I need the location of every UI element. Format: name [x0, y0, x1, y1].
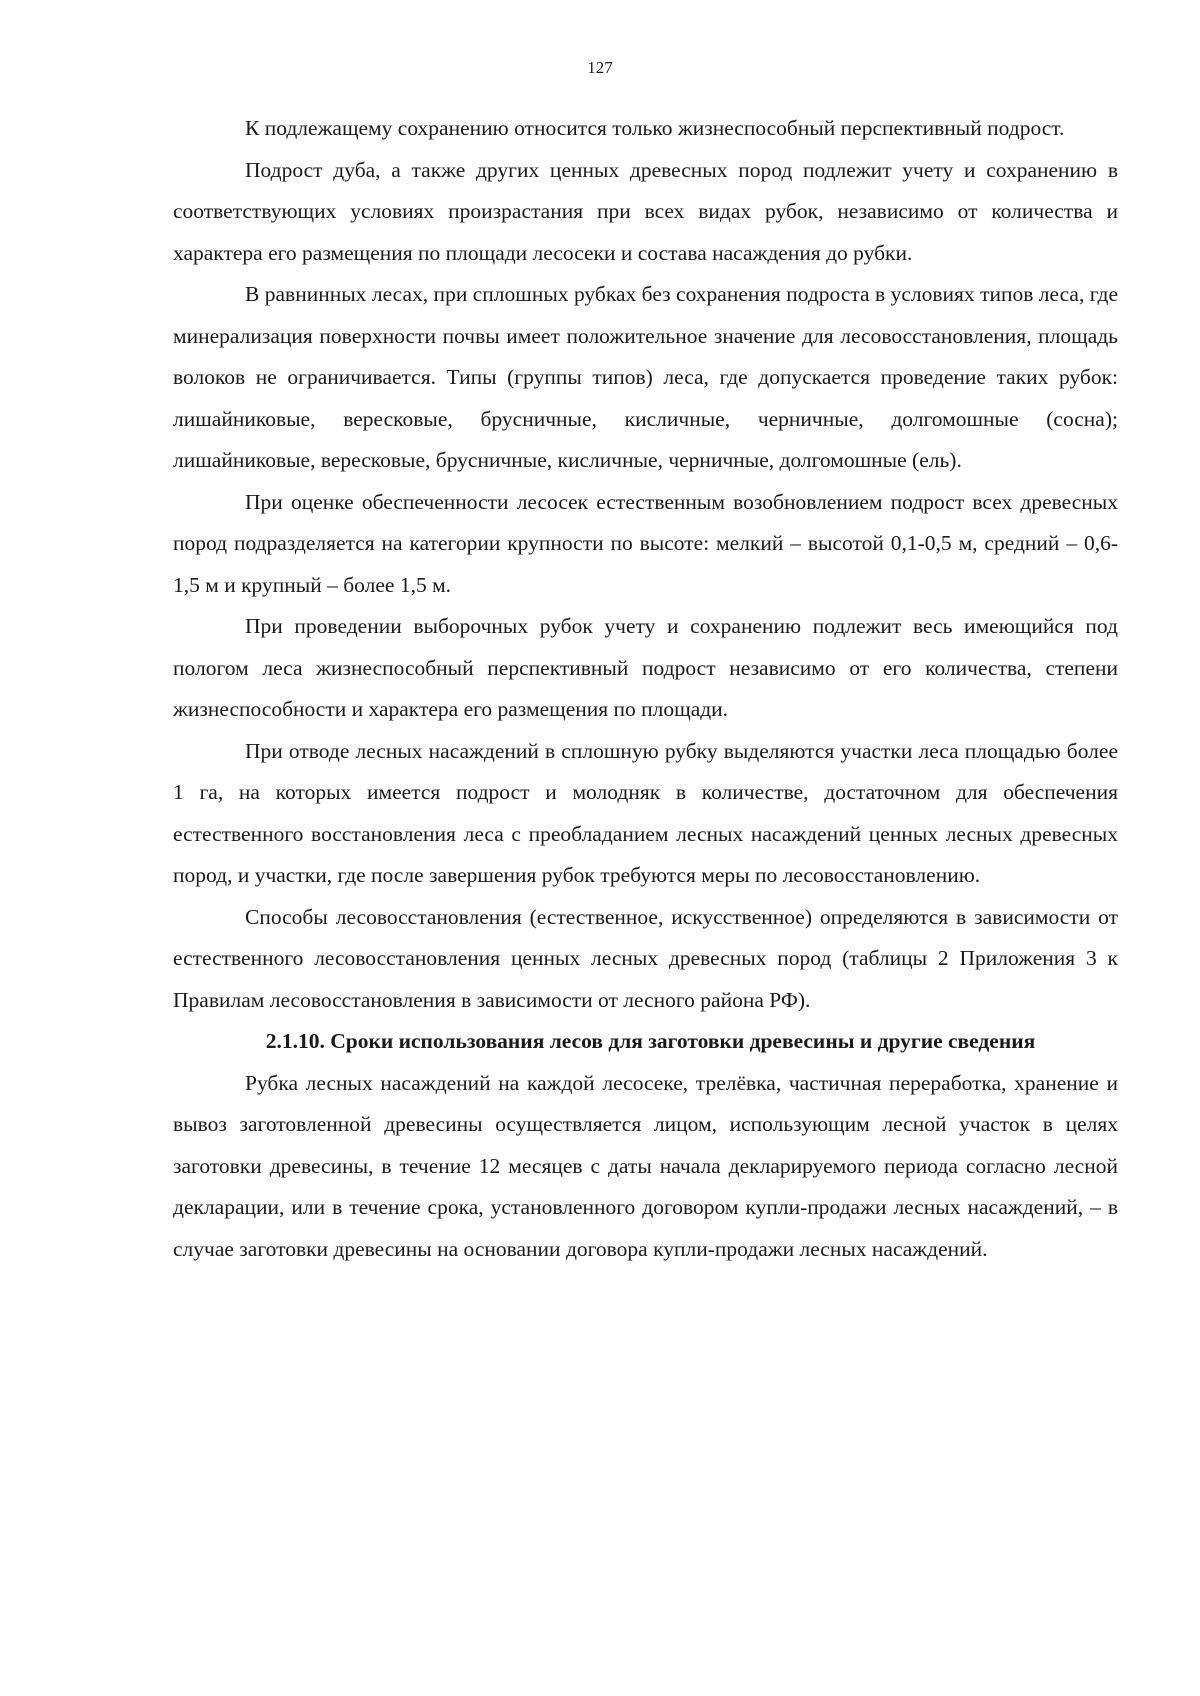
paragraph-reforestation-methods: Способы лесовосстановления (естественное, искусственное) определяются в зависимости от естественного лесовосстановления ценных лесных древесных пород (таблицы 2 Приложения 3 к Правилам лесовосстановления в зависимости от лесного района РФ).: [173, 904, 1118, 1012]
section-heading: 2.1.10. Сроки использования лесов для заготовки древесины и другие сведения: [265, 1029, 1036, 1053]
paragraph-selective-cutting: При проведении выборочных рубок учету и сохранению подлежит весь имеющийся под пологом леса жизнеспособный перспективный подрост независимо от его количества, степени жизнеспособности и характера его размещения по площади.: [173, 614, 1118, 721]
document-body: [173, 108, 1118, 1270]
paragraph-plain-forests: В равнинных лесах, при сплошных рубках без сохранения подроста в условиях типов леса, где минерализация поверхности почвы имеет положительное значение для лесовосстановления, площадь волоков не ограничивается. Типы (группы типов) леса, где допускается проведение таких рубок: лишайниковые, вересковые, брусничные, кисличные, черничные, долгомошные (сосна); лишайниковые, вересковые, брусничные, кисличные, черничные, долгомошные (ель).: [173, 282, 1118, 472]
paragraph-harvest-terms: Рубка лесных насаждений на каждой лесосеке, трелёвка, частичная переработка, хранение и вывоз заготовленной древесины осуществляется лицом, использующим лесной участок в целях заготовки древесины, в течение 12 месяцев с даты начала декларируемого периода согласно лесной декларации, или в течение срока, установленного договором купли-продажи лесных насаждений, – в случае заготовки древесины на основании договора купли-продажи лесных насаждений.: [173, 1070, 1118, 1261]
paragraph-clear-cutting-allotment: При отводе лесных насаждений в сплошную рубку выделяются участки леса площадью более 1 га, на которых имеется подрост и молодняк в количестве, достаточном для обеспечения естественного восстановления леса с преобладанием лесных насаждений ценных лесных древесных пород, и участки, где после завершения рубок требуются меры по лесовосстановлению.: [173, 738, 1118, 887]
paragraph-oak-undergrowth: Подрост дуба, а также других ценных древесных пород подлежит учету и сохранению в соответствующих условиях произрастания при всех видах рубок, независимо от количества и характера его размещения по площади лесосеки и состава насаждения до рубки.: [173, 157, 1118, 265]
page-number: 127: [587, 58, 613, 77]
paragraph-size-categories: При оценке обеспеченности лесосек естественным возобновлением подрост всех древесных пород подразделяется на категории крупности по высоте: мелкий – высотой 0,1-0,5 м, средний – 0,6-1,5 м и крупный – более 1,5 м.: [173, 489, 1118, 597]
paragraph-protected-undergrowth: К подлежащему сохранению относится только жизнеспособный перспективный подрост.: [245, 116, 1065, 140]
